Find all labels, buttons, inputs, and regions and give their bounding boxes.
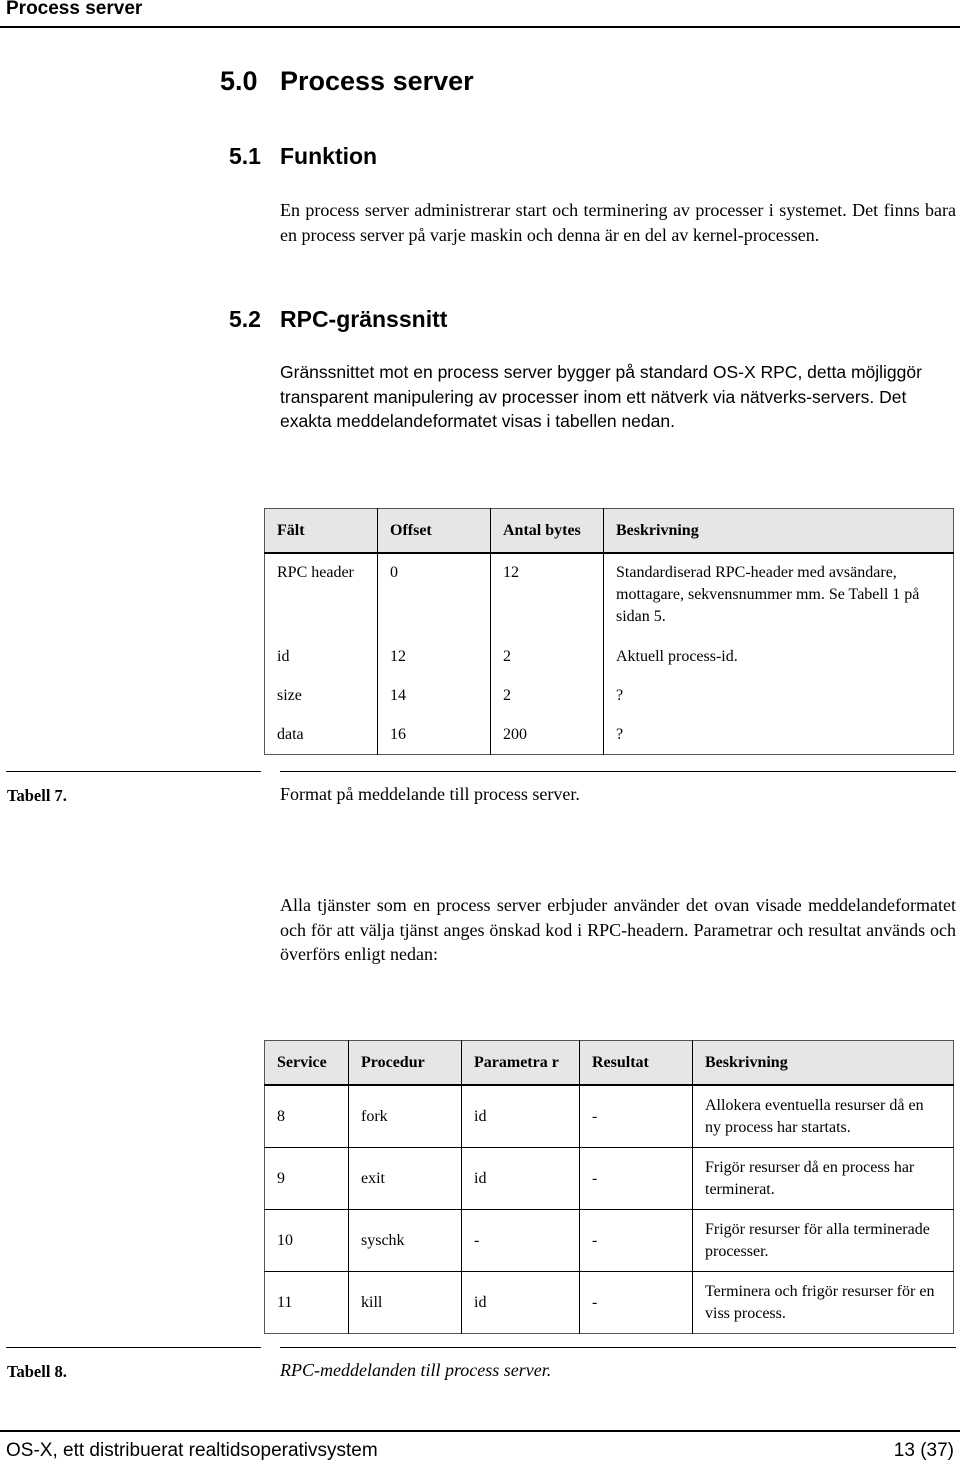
column-header: Offset [378,509,491,554]
table-cell: id [462,1148,580,1210]
table-cell: syschk [349,1210,462,1272]
rpc-messages-table [264,1040,954,1334]
message-format-table [264,508,954,755]
table-cell: - [580,1148,693,1210]
table-row [265,1272,954,1334]
column-header: Beskrivning [604,509,954,554]
section-heading-rpc [229,306,447,333]
table-row [265,1148,954,1210]
table-row [265,1210,954,1272]
table-cell: RPC header [277,564,354,581]
table-row [265,715,954,755]
column-header: Procedur [349,1041,462,1086]
table-cell: fork [349,1085,462,1148]
table-cell: kill [349,1272,462,1334]
table-cell: ? [604,715,954,755]
table-cell: 2 [491,637,604,676]
table-cell: id [462,1085,580,1148]
chapter-number: 5.0 [220,66,258,96]
table-row [265,676,954,715]
caption-rule-left [6,771,261,772]
table-cell: 16 [378,715,491,755]
table-cell: Standardiserad RPC-header med avsändare, mottagare, sekvensnummer mm. Se Tabell 1 på sidan 5. [604,553,954,637]
table-cell: data [277,725,304,743]
section-number: 5.1 [229,143,261,169]
table-header-row [265,509,954,554]
table8-caption-label: Tabell 8. [7,1362,67,1381]
table-cell: - [580,1210,693,1272]
table-cell: Frigör resurser för alla terminerade processer. [693,1210,954,1272]
table-cell: 14 [378,676,491,715]
table-cell: id [462,1272,580,1334]
table-cell: 12 [378,637,491,676]
header-rule [0,26,960,28]
table8-caption: RPC-meddelanden till process server. [280,1360,552,1380]
paragraph-services: Alla tjänster som en process server erbjuder använder det ovan visade meddelandeformatet och för att välja tjänst anges önskad kod i RPC-headern. Parametrar och resultat används och överförs enligt nedan: [280,895,956,964]
paragraph-rpc: Gränssnittet mot en process server bygger på standard OS-X RPC, detta möjliggör transparent manipulering av processer inom ett nätverk via nätverks-servers. Det exakta meddelandeformatet visas i tabellen nedan. [280,362,922,431]
table-row [265,637,954,676]
table-cell: - [580,1272,693,1334]
table-cell: Allokera eventuella resurser då en ny process har startats. [693,1085,954,1148]
caption-rule-right [280,1347,956,1348]
paragraph-funktion: En process server administrerar start och terminering av processer i systemet. Det finns bara en process server på varje maskin och denna är en del av kernel-processen. [280,200,956,245]
column-header: Beskrivning [693,1041,954,1086]
chapter-title: Process server [280,66,474,96]
table7-caption-label: Tabell 7. [7,786,67,805]
section-title: Funktion [280,143,378,169]
section-title: RPC-gränssnitt [280,306,448,332]
table-cell: - [580,1085,693,1148]
column-header: Parametra r [462,1041,580,1086]
table-cell: size [277,686,302,704]
running-header: Process server [6,0,143,19]
column-header: Resultat [580,1041,693,1086]
chapter-heading [220,66,474,97]
caption-rule-left [6,1347,261,1348]
caption-rule-right [280,771,956,772]
table-cell: 0 [378,553,491,637]
table-cell: exit [349,1148,462,1210]
table-cell: 10 [265,1210,349,1272]
table-cell: Aktuell process-id. [604,637,954,676]
table-cell: - [462,1210,580,1272]
table-cell: 8 [277,1107,285,1125]
table-cell: Terminera och frigör resurser för en viss process. [693,1272,954,1334]
table-cell: 12 [491,553,604,637]
footer-title: OS-X, ett distribuerat realtidsoperativsystem [6,1440,378,1461]
column-header: Antal bytes [491,509,604,554]
section-heading-funktion [229,143,377,170]
column-header: Fält [265,509,378,554]
table-cell: id [277,647,290,665]
table-row [265,1085,954,1148]
table-cell: 9 [265,1148,349,1210]
table-header-row [265,1041,954,1086]
table-cell: 2 [491,676,604,715]
column-header: Service [265,1041,349,1086]
table-cell: 200 [491,715,604,755]
table-cell: Frigör resurser då en process har terminerat. [693,1148,954,1210]
section-number: 5.2 [229,306,261,332]
page-number: 13 (37) [893,1440,954,1461]
table-cell: ? [604,676,954,715]
footer-rule [0,1430,960,1432]
table-cell: 11 [265,1272,349,1334]
table-row [265,553,954,637]
table7-caption: Format på meddelande till process server. [280,784,580,804]
